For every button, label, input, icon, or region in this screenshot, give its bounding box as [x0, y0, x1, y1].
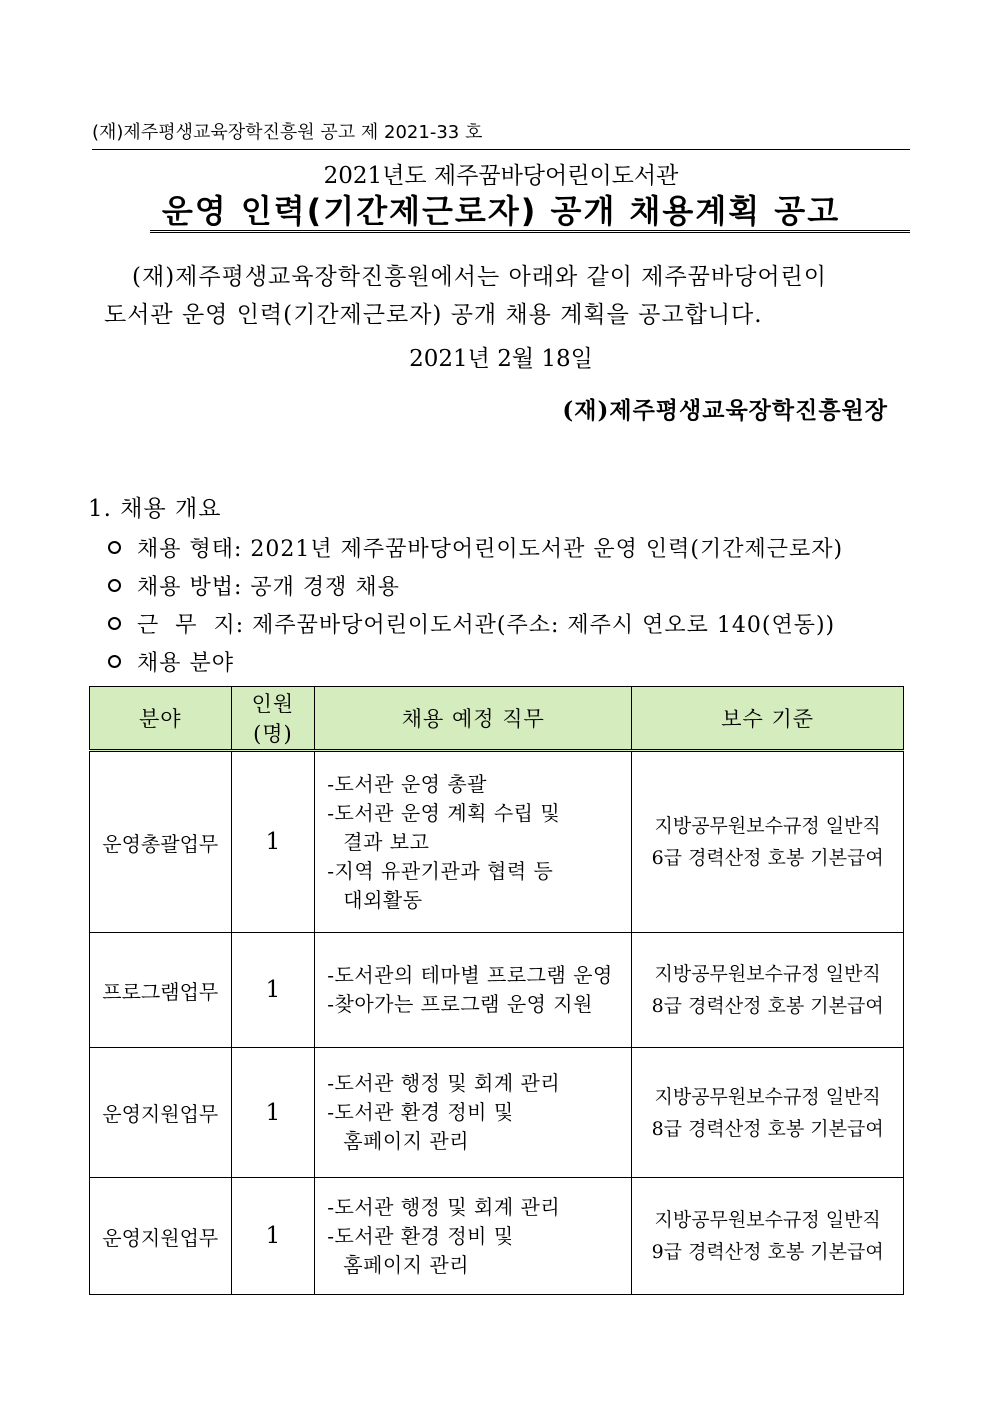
duty-line: -도서관 행정 및 회계 관리 [327, 1071, 561, 1095]
count-cell: 1 [231, 1048, 315, 1178]
document-subtitle: 2021년도 제주꿈바당어린이도서관 [323, 163, 679, 189]
pay-line-1: 지방공무원보수규정 일반직 [654, 815, 881, 837]
list-item [108, 566, 843, 604]
pay-line-1: 지방공무원보수규정 일반직 [654, 1085, 881, 1108]
pay-line-2: 9급 경력산정 호봉 기본급여 [651, 1241, 884, 1263]
circle-bullet-icon [108, 617, 121, 630]
list-item-text: 채용 방법: 공개 경쟁 채용 [137, 574, 400, 600]
list-item-text: 근 무 지: 제주꿈바당어린이도서관(주소: 제주시 연오로 140(연동)) [137, 612, 836, 638]
circle-bullet-icon [108, 655, 121, 668]
table-row [90, 751, 904, 933]
issuer-name: (재)제주평생교육장학진흥원장 [562, 397, 888, 424]
duty-line: -도서관 행정 및 회계 관리 [327, 1194, 561, 1219]
recruitment-table [89, 686, 904, 1295]
pay-cell [632, 933, 904, 1048]
section-heading: 1. 채용 개요 [88, 496, 222, 522]
pay-line-1: 지방공무원보수규정 일반직 [654, 963, 881, 985]
duty-line: -도서관의 테마별 프로그램 운영 [327, 963, 613, 987]
duty-line: -도서관 환경 정비 및 [327, 1223, 514, 1248]
table-row [90, 1048, 904, 1178]
notice-date: 2021년 2월 18일 [409, 346, 593, 372]
pay-line-2: 8급 경력산정 호봉 기본급여 [651, 995, 884, 1017]
field-cell: 프로그램업무 [90, 933, 232, 1048]
intro-line-2: 도서관 운영 인력(기간제근로자) 공개 채용 계획을 공고합니다. [104, 302, 763, 328]
circle-bullet-icon [108, 541, 121, 554]
pay-line-2: 6급 경력산정 호봉 기본급여 [651, 847, 884, 869]
overview-list [108, 528, 843, 680]
header-pay: 보수 기준 [632, 687, 904, 751]
field-cell: 운영지원업무 [90, 1048, 232, 1178]
list-item-text: 채용 분야 [137, 650, 235, 676]
intro-line-1: (재)제주평생교육장학진흥원에서는 아래와 같이 제주꿈바당어린이 [132, 264, 827, 290]
pay-line-2: 8급 경력산정 호봉 기본급여 [651, 1117, 884, 1140]
intro-paragraph [104, 258, 894, 334]
duty-line: -도서관 운영 총괄 [327, 771, 487, 796]
title-underline [150, 230, 910, 233]
table-row [90, 933, 904, 1048]
list-item [108, 604, 843, 642]
pay-line-1: 지방공무원보수규정 일반직 [654, 1209, 881, 1231]
list-item [108, 528, 843, 566]
duty-line: 대외활동 [343, 887, 423, 912]
notice-number: (재)제주평생교육장학진흥원 공고 제 2021-33 호 [92, 122, 483, 143]
list-item [108, 642, 843, 680]
header-field: 분야 [90, 687, 232, 751]
count-cell: 1 [231, 1178, 315, 1295]
count-cell: 1 [231, 933, 315, 1048]
document-title: 운영 인력(기간제근로자) 공개 채용계획 공고 [161, 192, 841, 230]
pay-cell [632, 751, 904, 933]
table-row [90, 1178, 904, 1295]
field-cell: 운영총괄업무 [90, 751, 232, 933]
circle-bullet-icon [108, 579, 121, 592]
header-count: 인원(명) [231, 687, 315, 751]
duties-cell [315, 1048, 632, 1178]
pay-cell [632, 1178, 904, 1295]
list-item-text: 채용 형태: 2021년 제주꿈바당어린이도서관 운영 인력(기간제근로자) [137, 536, 844, 562]
header-duties: 채용 예정 직무 [315, 687, 632, 751]
duty-line: -도서관 환경 정비 및 [327, 1100, 514, 1124]
duty-line: -찾아가는 프로그램 운영 지원 [327, 992, 593, 1016]
duty-line: 결과 보고 [343, 829, 430, 854]
field-cell: 운영지원업무 [90, 1178, 232, 1295]
duty-line: -지역 유관기관과 협력 등 [327, 858, 554, 883]
table-header-row [90, 687, 904, 751]
count-cell: 1 [231, 751, 315, 933]
duty-line: 홈페이지 관리 [343, 1129, 470, 1153]
duty-line: 홈페이지 관리 [343, 1252, 470, 1277]
duties-cell [315, 751, 632, 933]
duty-line: -도서관 운영 계획 수립 및 [327, 800, 561, 825]
pay-cell [632, 1048, 904, 1178]
duties-cell [315, 1178, 632, 1295]
duties-cell [315, 933, 632, 1048]
header-rule [92, 149, 910, 150]
